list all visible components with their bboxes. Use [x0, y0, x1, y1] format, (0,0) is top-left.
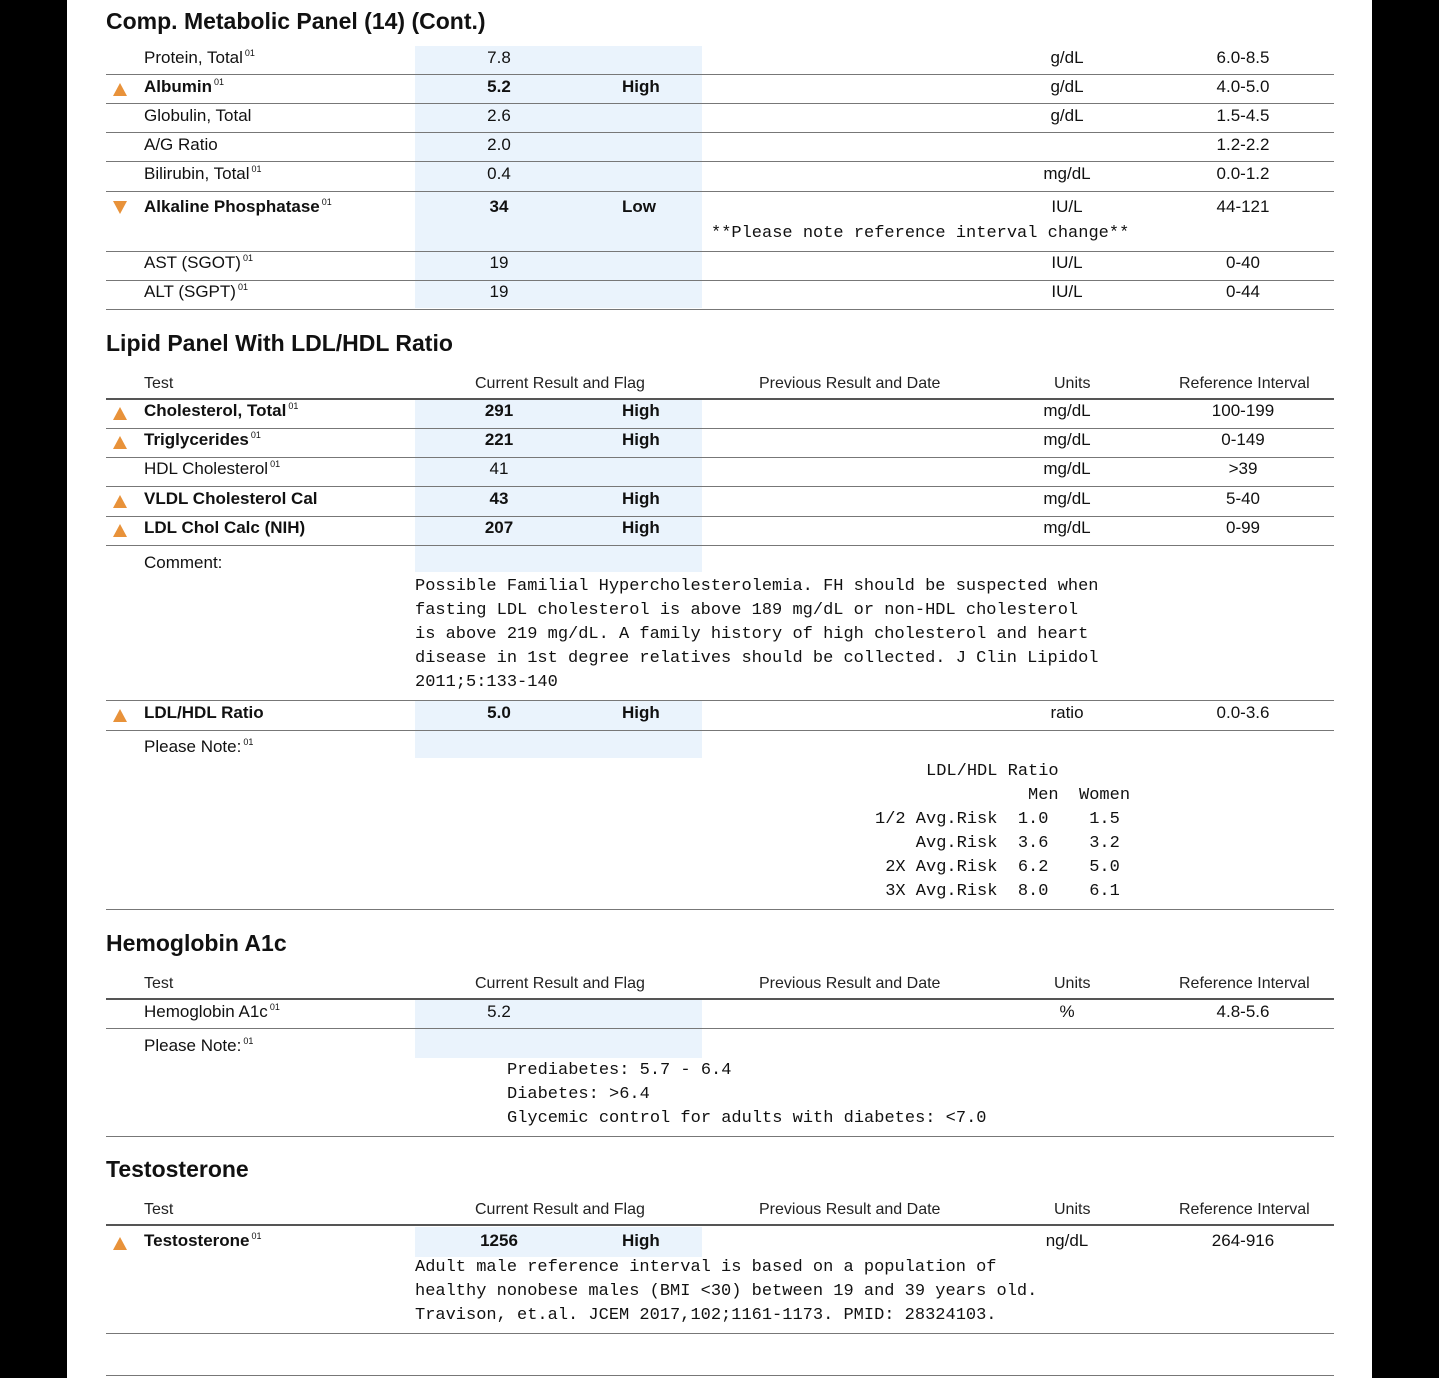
row-divider: [106, 74, 1334, 75]
test-name: [144, 401, 298, 421]
test-name: [144, 703, 264, 723]
section-divider: [106, 1333, 1334, 1334]
test-name-text: LDL/HDL Ratio: [144, 703, 264, 722]
result-flag: High: [622, 489, 660, 508]
reference-interval: 1.5-4.5: [1216, 106, 1270, 125]
up-arrow-icon: [113, 436, 127, 449]
reference-interval: 0-40: [1225, 253, 1261, 272]
column-header-previous: Previous Result and Date: [759, 975, 941, 992]
units: mg/dL: [1043, 164, 1091, 183]
column-header-previous: Previous Result and Date: [759, 375, 941, 392]
up-arrow-icon: [113, 407, 127, 420]
result-value: 41: [489, 459, 509, 478]
column-header-ref: Reference Interval: [1179, 375, 1310, 392]
test-name: [144, 1231, 262, 1251]
column-header-previous: Previous Result and Date: [759, 1201, 941, 1218]
column-header-ref: Reference Interval: [1179, 1201, 1310, 1218]
result-flag: High: [622, 401, 660, 420]
units: mg/dL: [1043, 518, 1091, 537]
row-divider: [106, 251, 1334, 252]
test-name: [144, 197, 332, 217]
reference-interval: 4.0-5.0: [1216, 77, 1270, 96]
reference-interval: 0-44: [1225, 282, 1261, 301]
test-name-text: LDL Chol Calc (NIH): [144, 518, 306, 537]
column-header-ref: Reference Interval: [1179, 975, 1310, 992]
lab-code-superscript: 01: [321, 197, 332, 208]
lab-code-superscript: 01: [251, 1231, 262, 1242]
test-name-text: Hemoglobin A1c: [144, 1002, 268, 1021]
lab-code-superscript: 01: [250, 430, 261, 441]
result-column-shade: [415, 1000, 702, 1058]
reference-interval: 5-40: [1225, 489, 1261, 508]
reference-interval: 0-149: [1221, 430, 1265, 449]
result-value: 7.8: [487, 48, 511, 67]
test-name: [144, 459, 280, 479]
test-name-text: AST (SGOT): [144, 253, 241, 272]
lab-report-page: [67, 0, 1372, 1378]
row-divider: [106, 161, 1334, 162]
reference-interval: 0.0-1.2: [1216, 164, 1270, 183]
test-name: [144, 489, 318, 509]
section-divider: [106, 1375, 1334, 1376]
result-flag: High: [622, 703, 660, 722]
lab-code-superscript: 01: [251, 164, 262, 175]
result-value: 19: [489, 253, 509, 272]
reference-interval: 6.0-8.5: [1216, 48, 1270, 67]
column-header-current: Current Result and Flag: [475, 975, 645, 992]
lab-code-superscript: 01: [237, 282, 248, 293]
section-divider: [106, 909, 1334, 910]
reference-interval: 1.2-2.2: [1216, 135, 1270, 154]
column-header-units: Units: [1054, 375, 1091, 392]
row-divider: [106, 1028, 1334, 1029]
units: g/dL: [1050, 77, 1084, 96]
test-name-text: Testosterone: [144, 1231, 250, 1250]
test-name: [144, 282, 248, 302]
reference-interval: 4.8-5.6: [1216, 1002, 1270, 1021]
reference-interval: 0.0-3.6: [1216, 703, 1270, 722]
section-title-lipid: Lipid Panel With LDL/HDL Ratio: [106, 330, 453, 356]
up-arrow-icon: [113, 524, 127, 537]
result-value: 19: [489, 282, 509, 301]
lab-code-superscript: 01: [288, 401, 299, 412]
risk-table: LDL/HDL Ratio Men Women 1/2 Avg.Risk 1.0 1.5 Avg.Risk 3.6 3.2 2X Avg.Risk 6.2 5.0 3X Avg.Risk 8.0 6.1: [875, 762, 1131, 901]
test-name-text: Cholesterol, Total: [144, 401, 287, 420]
result-value: 207: [484, 518, 514, 537]
section-title-testosterone: Testosterone: [106, 1156, 249, 1182]
reference-interval: 100-199: [1211, 401, 1275, 420]
test-name-text: ALT (SGPT): [144, 282, 236, 301]
units: IU/L: [1051, 253, 1083, 272]
column-header-test: Test: [144, 375, 174, 392]
test-name-text: HDL Cholesterol: [144, 459, 269, 478]
test-name: [144, 77, 224, 97]
section-title-a1c: Hemoglobin A1c: [106, 930, 287, 956]
test-name: [144, 48, 255, 68]
result-value: 2.6: [487, 106, 511, 125]
up-arrow-icon: [113, 1237, 127, 1250]
row-divider: [106, 516, 1334, 517]
result-value: 34: [489, 197, 509, 216]
row-divider: [106, 428, 1334, 429]
result-value: 5.0: [487, 703, 511, 722]
test-name-text: Protein, Total: [144, 48, 243, 67]
header-divider: [106, 998, 1334, 1000]
row-divider: [106, 700, 1334, 701]
lab-code-superscript: 01: [244, 48, 255, 59]
column-header-test: Test: [144, 975, 174, 992]
result-value: 5.2: [487, 77, 511, 96]
lab-code-superscript: 01: [270, 459, 281, 470]
reference-interval: 44-121: [1216, 197, 1270, 216]
header-divider: [106, 398, 1334, 400]
test-name: [144, 1002, 280, 1022]
result-value: 221: [484, 430, 514, 449]
units: mg/dL: [1043, 401, 1091, 420]
test-name: [144, 518, 305, 538]
units: %: [1059, 1002, 1075, 1021]
units: ratio: [1050, 703, 1084, 722]
row-divider: [106, 309, 1334, 310]
please-note-label: Please Note: $^{01}$: [144, 1036, 254, 1055]
test-name: [144, 430, 261, 450]
row-divider: [106, 486, 1334, 487]
testosterone-note: Adult male reference interval is based on a population of healthy nonobese males (BMI <30) between 19 and 39 years old. Travison, et.al. JCEM 2017,102;1161-1173. PMID: 28324103.: [415, 1258, 1038, 1325]
result-flag: High: [622, 518, 660, 537]
row-divider: [106, 191, 1334, 192]
column-header-test: Test: [144, 1201, 174, 1218]
test-name-text: VLDL Cholesterol Cal: [144, 489, 318, 508]
row-divider: [106, 545, 1334, 546]
lab-code-superscript: 01: [214, 77, 225, 88]
column-header-units: Units: [1054, 1201, 1091, 1218]
column-header-current: Current Result and Flag: [475, 375, 645, 392]
test-name-text: Triglycerides: [144, 430, 249, 449]
a1c-note: Prediabetes: 5.7 - 6.4 Diabetes: >6.4 Glycemic control for adults with diabetes: <7.0: [507, 1061, 987, 1128]
units: g/dL: [1050, 48, 1084, 67]
result-value: 2.0: [487, 135, 511, 154]
test-name-text: Albumin: [144, 77, 212, 96]
up-arrow-icon: [113, 83, 127, 96]
result-value: 1256: [480, 1231, 518, 1250]
test-name: [144, 106, 251, 126]
alp-reference-note: **Please note reference interval change**: [711, 224, 1130, 243]
units: mg/dL: [1043, 489, 1091, 508]
row-divider: [106, 103, 1334, 104]
column-header-current: Current Result and Flag: [475, 1201, 645, 1218]
up-arrow-icon: [113, 495, 127, 508]
result-value: 43: [489, 489, 509, 508]
test-name: [144, 253, 253, 273]
test-name-text: A/G Ratio: [144, 135, 218, 154]
result-flag: Low: [622, 197, 656, 216]
down-arrow-icon: [113, 201, 127, 214]
units: IU/L: [1051, 282, 1083, 301]
result-flag: High: [622, 77, 660, 96]
result-value: 5.2: [487, 1002, 511, 1021]
reference-interval: >39: [1228, 459, 1258, 478]
header-divider: [106, 1224, 1334, 1226]
reference-interval: 264-916: [1211, 1231, 1275, 1250]
result-value: 0.4: [487, 164, 511, 183]
units: ng/dL: [1045, 1231, 1089, 1250]
fh-comment: Possible Familial Hypercholesterolemia. FH should be suspected when fasting LDL cholesterol is above 189 mg/dL or non-HDL cholesterol is above 219 mg/dL. A family history of high cholesterol and heart disease in 1st degree relatives should be collected. J Clin Lipidol 2011;5:133-140: [415, 577, 1099, 692]
column-header-units: Units: [1054, 975, 1091, 992]
units: mg/dL: [1043, 430, 1091, 449]
section-title-cmp: Comp. Metabolic Panel (14) (Cont.): [106, 8, 486, 34]
result-flag: High: [622, 430, 660, 449]
comment-label: Comment:: [144, 553, 223, 572]
lab-code-superscript: 01: [242, 253, 253, 264]
units: g/dL: [1050, 106, 1084, 125]
row-divider: [106, 457, 1334, 458]
up-arrow-icon: [113, 709, 127, 722]
test-name-text: Alkaline Phosphatase: [144, 197, 320, 216]
lab-code-superscript: 01: [269, 1002, 280, 1013]
section-divider: [106, 1136, 1334, 1137]
test-name-text: Globulin, Total: [144, 106, 252, 125]
row-divider: [106, 132, 1334, 133]
result-flag: High: [622, 1231, 660, 1250]
result-value: 291: [484, 401, 514, 420]
units: IU/L: [1051, 197, 1083, 216]
test-name: [144, 164, 262, 184]
units: mg/dL: [1043, 459, 1091, 478]
row-divider: [106, 730, 1334, 731]
test-name: [144, 135, 218, 155]
test-name-text: Bilirubin, Total: [144, 164, 250, 183]
row-divider: [106, 280, 1334, 281]
please-note-label: Please Note: $^{01}$: [144, 737, 254, 756]
reference-interval: 0-99: [1225, 518, 1261, 537]
